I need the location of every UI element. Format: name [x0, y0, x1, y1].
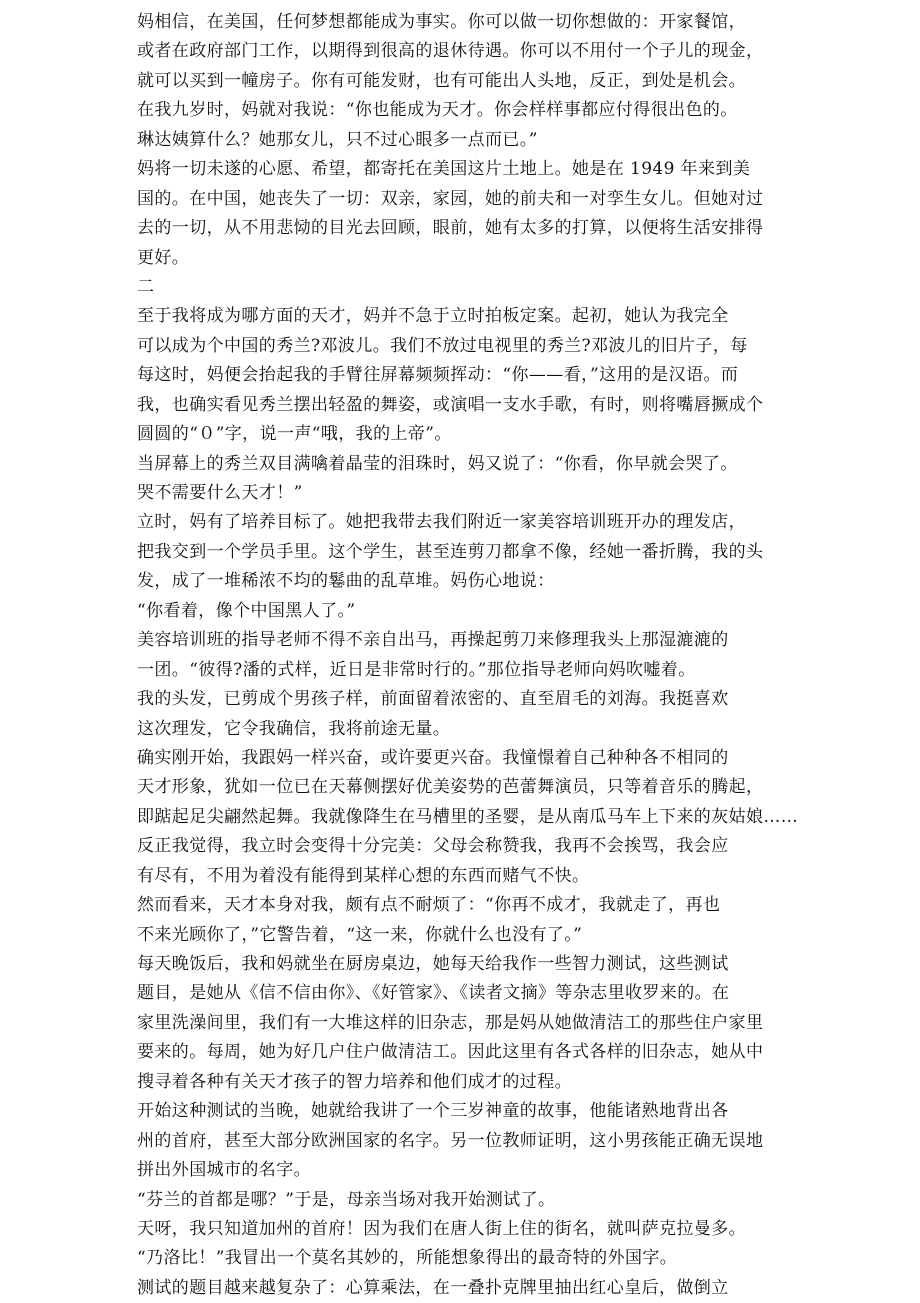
text-line: 这次理发，它令我确信，我将前途无量。: [137, 718, 451, 739]
text-line: 去的一切，从不用悲恸的目光去回顾，眼前，她有太多的打算，以便将生活安排得: [137, 218, 764, 239]
text-line: 确实刚开始，我跟妈一样兴奋，或许要更兴奋。我憧憬着自己种种各不相同的: [137, 747, 729, 768]
text-line: 开始这种测试的当晚，她就给我讲了一个三岁神童的故事，他能诸熟地背出各: [137, 1101, 729, 1122]
text-line: 圆圆的“０”字，说一声“哦，我的上帝”。: [137, 424, 452, 445]
text-line: 家里洗澡间里，我们有一大堆这样的旧杂志，那是妈从她做清洁工的那些住户家里: [137, 1012, 764, 1033]
text-line: 当屏幕上的秀兰双目满噙着晶莹的泪珠时，妈又说了：“你看，你早就会哭了。: [137, 453, 738, 474]
text-line: 至于我将成为哪方面的天才，妈并不急于立时拍板定案。起初，她认为我完全: [137, 306, 729, 327]
text-line: 国的。在中国，她丧失了一切：双亲，家园，她的前夫和一对孪生女儿。但她对过: [137, 188, 764, 209]
text-line: 就可以买到一幢房子。你有可能发财，也有可能出人头地，反正，到处是机会。: [137, 70, 746, 91]
text-line: 美容培训班的指导老师不得不亲自出马，再操起剪刀来修理我头上那湿漉漉的: [137, 630, 729, 651]
text-line: 把我交到一个学员手里。这个学生，甚至连剪刀都拿不像，经她一番折腾，我的头: [137, 541, 764, 562]
text-line: 立时，妈有了培养目标了。她把我带去我们附近一家美容培训班开办的理发店，: [137, 512, 746, 533]
text-line: 搜寻着各种有关天才孩子的智力培养和他们成才的过程。: [137, 1071, 572, 1092]
section-heading: 二: [137, 276, 155, 297]
text-line: 发，成了一堆稀浓不均的鬈曲的乱草堆。妈伤心地说：: [137, 571, 555, 592]
text-line: 每天晚饭后，我和妈就坐在厨房桌边，她每天给我作一些智力测试，这些测试: [137, 954, 729, 974]
text-line: 有尽有，不用为着没有能得到某样心想的东西而赌气不快。: [137, 865, 590, 886]
text-line: 州的首府，甚至大部分欧洲国家的名字。另一位教师证明，这小男孩能正确无误地: [137, 1130, 764, 1151]
text-line: 我的头发，已剪成个男孩子样，前面留着浓密的、直至眉毛的刘海。我挺喜欢: [137, 689, 729, 710]
text-line: 要来的。每周，她为好几户住户做清洁工。因此这里有各式各样的旧杂志，她从中: [137, 1042, 764, 1063]
text-line: 然而看来，天才本身对我，颇有点不耐烦了：“你再不成才，我就走了，再也: [137, 895, 721, 916]
text-line: 妈相信，在美国，任何梦想都能成为事实。你可以做一切你想做的：开家餐馆，: [137, 12, 746, 32]
text-line: 一团。“彼得?潘的式样，近日是非常时行的。”那位指导老师向妈吹嘘着。: [137, 659, 696, 680]
text-line: 天呀，我只知道加州的首府！因为我们在唐人街上住的街名，就叫萨克拉曼多。: [137, 1218, 746, 1239]
text-line: “你看着，像个中国黑人了。”: [137, 600, 356, 621]
text-line: 不来光顾你了，”它警告着，“这一来，你就什么也没有了。”: [137, 924, 583, 945]
text-line: 测试的题目越来越复杂了：心算乘法，在一叠扑克牌里抽出红心皇后，做倒立: [137, 1277, 729, 1298]
text-line: 题目，是她从《信不信由你》、《好管家》、《读者文摘》等杂志里收罗来的。在: [137, 983, 730, 1004]
text-line: 哭不需要什么天才！”: [137, 483, 303, 503]
text-line: 每这时，妈便会抬起我的手臂往屏幕频频挥动：“你——看，”这用的是汉语。而: [137, 365, 739, 386]
text-line: “芬兰的首都是哪？”于是，母亲当场对我开始测试了。: [137, 1189, 556, 1210]
text-line: 更好。: [137, 247, 190, 268]
text-line: 我，也确实看见秀兰摆出轻盈的舞姿，或演唱一支水手歌，有时，则将嘴唇撅成个: [137, 394, 764, 415]
text-line: “乃洛比！”我冒出一个莫名其妙的，所能想象得出的最奇特的外国字。: [137, 1248, 678, 1269]
text-line: 或者在政府部门工作，以期得到很高的退休待遇。你可以不用付一个子儿的现金，: [137, 41, 764, 62]
text-line: 拼出外国城市的名字。: [137, 1160, 311, 1181]
text-line: 可以成为个中国的秀兰?邓波儿。我们不放过电视里的秀兰?邓波儿的旧片子，每: [137, 335, 748, 356]
text-line: 反正我觉得，我立时会变得十分完美：父母会称赞我，我再不会挨骂，我会应: [137, 836, 729, 857]
text-line: 妈将一切未遂的心愿、希望，都寄托在美国这片土地上。她是在 1949 年来到美: [137, 159, 751, 180]
text-line: 琳达姨算什么？她那女儿，只不过心眼多一点而已。”: [137, 129, 538, 150]
text-line: 天才形象，犹如一位已在天幕侧摆好优美姿势的芭蕾舞演员，只等着音乐的腾起，: [137, 777, 764, 798]
article-body: [137, 8, 799, 1303]
text-line: 在我九岁时，妈就对我说：“你也能成为天才。你会样样事都应付得很出色的。: [137, 100, 738, 121]
text-line: 即踮起足尖翩然起舞。我就像降生在马槽里的圣婴，是从南瓜马车上下来的灰姑娘……: [137, 806, 799, 827]
